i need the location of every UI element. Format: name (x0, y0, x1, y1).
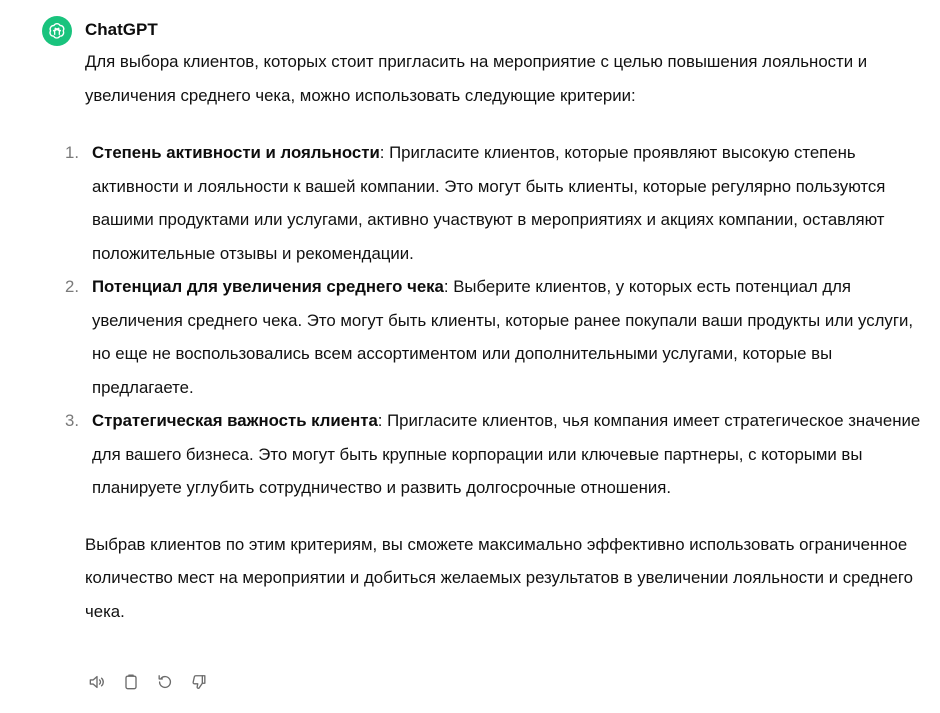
copy-icon (121, 672, 141, 692)
message-actions (85, 670, 211, 694)
thumbs-down-icon (189, 672, 209, 692)
list-item (65, 136, 925, 270)
conclusion-paragraph: Выбрав клиентов по этим критериям, вы сможете максимально эффективно использовать ограниченное количество мест на мероприятии и добиться желаемых результатов в увеличении лояльности и среднего чека. (85, 534, 913, 621)
bad-response-button[interactable] (187, 670, 211, 694)
intro-paragraph: Для выбора клиентов, которых стоит пригласить на мероприятие с целью повышения лояльности и увеличения среднего чека, можно использовать следующие критерии: (85, 52, 868, 105)
criterion-text: : Пригласите клиентов, которые проявляют высокую степень активности и лояльности к вашей компании. Это могут быть клиенты, которые регулярно пользуются вашими продуктами или услугами, активно участвуют в мероприятиях и акциях компании, оставляют положительные отзывы и рекомендации. (92, 143, 886, 263)
read-aloud-button[interactable] (85, 670, 109, 694)
list-number: 3. (65, 411, 79, 430)
copy-button[interactable] (119, 670, 143, 694)
list-item (65, 270, 925, 404)
speaker-icon (87, 672, 107, 692)
criteria-list (65, 136, 925, 505)
message-content (65, 45, 925, 628)
author-name: ChatGPT (85, 20, 158, 39)
criterion-title: Стратегическая важность клиента (92, 411, 378, 430)
criterion-title: Степень активности и лояльности (92, 143, 380, 162)
regenerate-icon (155, 672, 175, 692)
criterion-text: : Пригласите клиентов, чья компания имеет стратегическое значение для вашего бизнеса. Это могут быть крупные корпорации или ключевые партнеры, с которыми вы планируете углубить сотрудничество и развить долгосрочные отношения. (92, 411, 921, 497)
list-number: 1. (65, 143, 79, 162)
chatgpt-logo-icon (42, 16, 72, 46)
criterion-text: : Выберите клиентов, у которых есть потенциал для увеличения среднего чека. Это могут быть клиенты, которые ранее покупали ваши продукты или услуги, но еще не воспользовались всем ассортиментом или дополнительными услугами, которые вы предлагаете. (92, 277, 913, 397)
list-number: 2. (65, 277, 79, 296)
criterion-title: Потенциал для увеличения среднего чека (92, 277, 444, 296)
list-item (65, 404, 925, 505)
regenerate-button[interactable] (153, 670, 177, 694)
